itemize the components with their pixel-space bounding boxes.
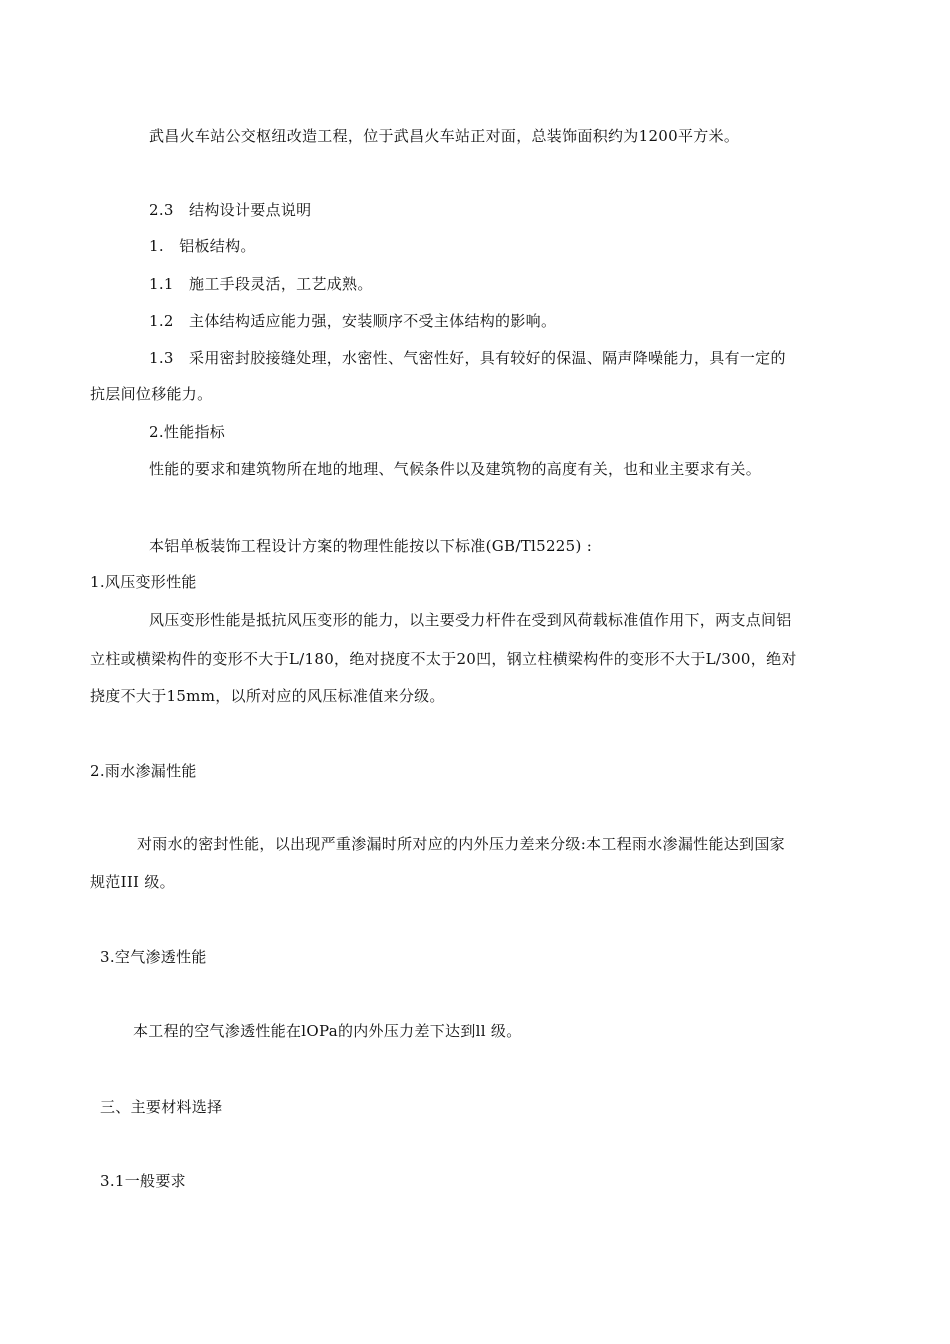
rain-leakage-line-1: 对雨水的密封性能，以出现严重渗漏时所对应的内外压力差来分级:本工程雨水渗漏性能达到国家 [137, 835, 785, 853]
air-permeability-paragraph: 本工程的空气渗透性能在lOPa的内外压力差下达到ll 级。 [133, 1022, 522, 1040]
section-heading-2-3: 2.3 结构设计要点说明 [149, 201, 312, 219]
heading-rain-leakage: 2.雨水渗漏性能 [90, 762, 197, 780]
heading-air-permeability: 3.空气渗透性能 [100, 948, 207, 966]
performance-paragraph: 性能的要求和建筑物所在地的地理、气候条件以及建筑物的高度有关，也和业主要求有关。 [149, 460, 762, 478]
heading-general-requirements: 3.1一般要求 [100, 1172, 186, 1190]
wind-pressure-line-1: 风压变形性能是抵抗风压变形的能力，以主要受力杆件在受到风荷载标准值作用下，两支点间铝 [149, 611, 792, 629]
section-heading-performance: 2.性能指标 [149, 423, 226, 441]
item-aluminum-structure: 1. 铝板结构。 [149, 237, 256, 255]
intro-paragraph: 武昌火车站公交枢纽改造工程，位于武昌火车站正对面，总装饰面积约为1200平方米。 [149, 127, 740, 145]
heading-main-materials: 三、主要材料选择 [100, 1098, 223, 1116]
heading-wind-pressure: 1.风压变形性能 [90, 573, 197, 591]
item-1-2: 1.2 主体结构适应能力强，安装顺序不受主体结构的影响。 [149, 312, 557, 330]
item-1-1: 1.1 施工手段灵活，工艺成熟。 [149, 275, 373, 293]
item-1-3-line-2: 抗层间位移能力。 [90, 385, 213, 403]
standard-paragraph: 本铝单板装饰工程设计方案的物理性能按以下标准(GB/Tl5225) : [149, 537, 593, 555]
item-1-3-line-1: 1.3 采用密封胶接缝处理，水密性、气密性好，具有较好的保温、隔声降噪能力，具有一定的 [149, 349, 786, 367]
wind-pressure-line-2: 立柱或横梁构件的变形不大于L/180，绝对挠度不太于20凹，钢立柱横梁构件的变形不大于L/300，绝对 [90, 650, 797, 668]
wind-pressure-line-3: 挠度不大于15mm，以所对应的风压标准值来分级。 [90, 687, 445, 705]
rain-leakage-line-2: 规范III 级。 [90, 873, 175, 891]
